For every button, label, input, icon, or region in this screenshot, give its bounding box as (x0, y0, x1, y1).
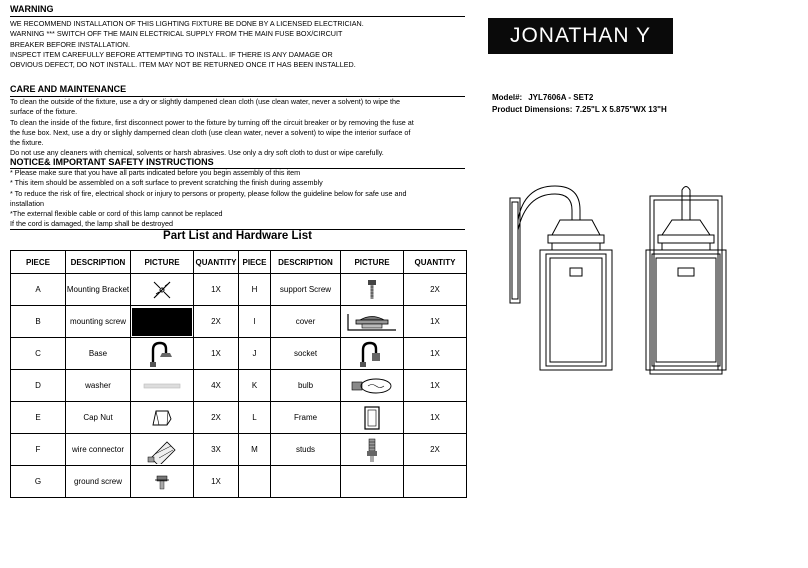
cover-icon (344, 310, 400, 334)
cap-nut-icon (149, 407, 175, 429)
care-line: To clean the outside of the fixture, use a dry or slightly dampened clean cloth (use clean water, never a solvent) to wipe the (10, 97, 400, 106)
description-cell: wire connector (66, 434, 131, 466)
piece-cell: J (239, 338, 271, 370)
piece-cell: H (239, 274, 271, 306)
description-cell: cover (271, 306, 341, 338)
safety-line: installation (10, 198, 44, 208)
header-description: DESCRIPTION (271, 251, 341, 274)
safety-line: * Please make sure that you have all parts indicated before you begin assembly of this item (10, 168, 301, 177)
model-number (492, 93, 593, 102)
care-line: surface of the fixture. (10, 107, 78, 117)
description-cell: washer (66, 370, 131, 402)
care-line: To clean the inside of the fixture, first disconnect power to the fixture by turning off the circuit breaker or by removing the fuse at (10, 117, 414, 127)
picture-cell (131, 306, 194, 338)
wire-connector-icon (145, 436, 179, 464)
header-picture: PICTURE (131, 251, 194, 274)
mounting-screw-image (132, 308, 192, 336)
care-line: the fuse box. Next, use a dry or slighly damperned clean cloth (use clean water, never a solvent) to wipe the interior surface of (10, 127, 411, 137)
quantity-cell: 1X (194, 274, 239, 306)
safety-line: If the cord is damaged, the lamp shall be destroyed (10, 219, 174, 229)
warning-text (10, 19, 468, 70)
frame-icon (363, 405, 381, 431)
description-cell: studs (271, 434, 341, 466)
piece-cell: K (239, 370, 271, 402)
safety-title: NOTICE& IMPORTANT SAFETY INSTRUCTIONS (10, 157, 214, 167)
description-cell: Cap Nut (66, 402, 131, 434)
quantity-cell: 1X (194, 466, 239, 498)
care-text (10, 97, 468, 159)
piece-cell: G (11, 466, 66, 498)
description-cell: socket (271, 338, 341, 370)
piece-cell: L (239, 402, 271, 434)
piece-cell: M (239, 434, 271, 466)
picture-cell (341, 434, 404, 466)
description-cell: Mounting Bracket (66, 274, 131, 306)
picture-cell (341, 338, 404, 370)
quantity-cell: 2X (194, 402, 239, 434)
mounting-bracket-icon (150, 278, 174, 302)
dims-value: 7.25"L X 5.875"WX 13"H (575, 105, 667, 114)
table-row (11, 306, 467, 338)
quantity-cell: 2X (194, 306, 239, 338)
warning-line: WARNING *** SWITCH OFF THE MAIN ELECTRICAL SUPPLY FROM THE MAIN FUSE BOX/CIRCUIT (10, 29, 343, 39)
description-cell: ground screw (66, 466, 131, 498)
table-row (11, 370, 467, 402)
parts-table (10, 250, 467, 498)
piece-cell: D (11, 370, 66, 402)
picture-cell (131, 434, 194, 466)
warning-line: INSPECT ITEM CAREFULLY BEFORE ATTEMPTING TO INSTALL. IF THERE IS ANY DAMAGE OR (10, 49, 333, 59)
picture-cell (341, 402, 404, 434)
ground-screw-icon (153, 472, 171, 492)
piece-cell (239, 466, 271, 498)
safety-line: * To reduce the risk of fire, electrical shock or injury to persons or property, please follow the guideline below for safe use and (10, 188, 407, 198)
piece-cell: B (11, 306, 66, 338)
table-row (11, 338, 467, 370)
quantity-cell: 1X (404, 402, 467, 434)
table-row (11, 274, 467, 306)
socket-icon (357, 340, 387, 368)
piece-cell: C (11, 338, 66, 370)
quantity-cell: 2X (404, 274, 467, 306)
lantern-front-view-drawing (636, 180, 746, 375)
washer-icon (142, 381, 182, 391)
product-dimensions (492, 105, 667, 114)
picture-cell (131, 370, 194, 402)
brand-logo: JONATHAN Y (488, 18, 673, 54)
picture-cell (131, 274, 194, 306)
care-line: the fixture. (10, 138, 44, 148)
quantity-cell: 4X (194, 370, 239, 402)
safety-text (10, 168, 468, 230)
picture-cell (341, 466, 404, 498)
quantity-cell: 1X (404, 338, 467, 370)
table-row (11, 402, 467, 434)
table-header-row (11, 251, 467, 274)
model-value: JYL7606A - SET2 (528, 93, 594, 102)
quantity-cell: 1X (404, 370, 467, 402)
bulb-icon (350, 377, 394, 395)
safety-line: *The external flexible cable or cord of this lamp cannot be replaced (10, 209, 223, 219)
description-cell: support Screw (271, 274, 341, 306)
table-row (11, 466, 467, 498)
header-piece: PIECE (11, 251, 66, 274)
piece-cell: A (11, 274, 66, 306)
quantity-cell: 1X (194, 338, 239, 370)
support-screw-icon (365, 278, 379, 302)
base-arm-icon (147, 340, 177, 368)
stud-icon (365, 437, 379, 463)
quantity-cell: 2X (404, 434, 467, 466)
warning-line: BREAKER BEFORE INSTALLATION. (10, 39, 130, 49)
picture-cell (341, 306, 404, 338)
piece-cell: E (11, 402, 66, 434)
warning-title: WARNING (10, 4, 54, 14)
safety-line: * This item should be assembled on a soft surface to prevent scratching the finish during assembly (10, 178, 323, 188)
quantity-cell: 3X (194, 434, 239, 466)
lantern-side-view-drawing (500, 180, 620, 375)
header-piece: PIECE (239, 251, 271, 274)
dims-label: Product Dimensions: (492, 105, 573, 114)
header-quantity: QUANTITY (404, 251, 467, 274)
picture-cell (131, 402, 194, 434)
warning-line: OBVIOUS DEFECT, DO NOT INSTALL. ITEM MAY NOT BE RETURNED ONCE IT HAS BEEN INSTALLED. (10, 60, 356, 70)
piece-cell: I (239, 306, 271, 338)
description-cell: Base (66, 338, 131, 370)
picture-cell (131, 466, 194, 498)
description-cell: Frame (271, 402, 341, 434)
parts-title: Part List and Hardware List (163, 230, 312, 242)
picture-cell (341, 370, 404, 402)
table-row (11, 434, 467, 466)
description-cell: bulb (271, 370, 341, 402)
picture-cell (341, 274, 404, 306)
header-picture: PICTURE (341, 251, 404, 274)
quantity-cell (404, 466, 467, 498)
picture-cell (131, 338, 194, 370)
description-cell (271, 466, 341, 498)
quantity-cell: 1X (404, 306, 467, 338)
warning-rule (10, 16, 465, 17)
description-cell: mounting screw (66, 306, 131, 338)
header-description: DESCRIPTION (66, 251, 131, 274)
model-label: Model#: (492, 93, 523, 102)
header-quantity: QUANTITY (194, 251, 239, 274)
care-line: Do not use any cleaners with chemical, solvents or harsh abrasives. Use only a dry soft cloth to dust or wipe carefully. (10, 148, 384, 158)
warning-line: WE RECOMMEND INSTALLATION OF THIS LIGHTING FIXTURE BE DONE BY A LICENSED ELECTRICIAN. (10, 19, 364, 28)
care-title: CARE AND MAINTENANCE (10, 84, 127, 94)
piece-cell: F (11, 434, 66, 466)
